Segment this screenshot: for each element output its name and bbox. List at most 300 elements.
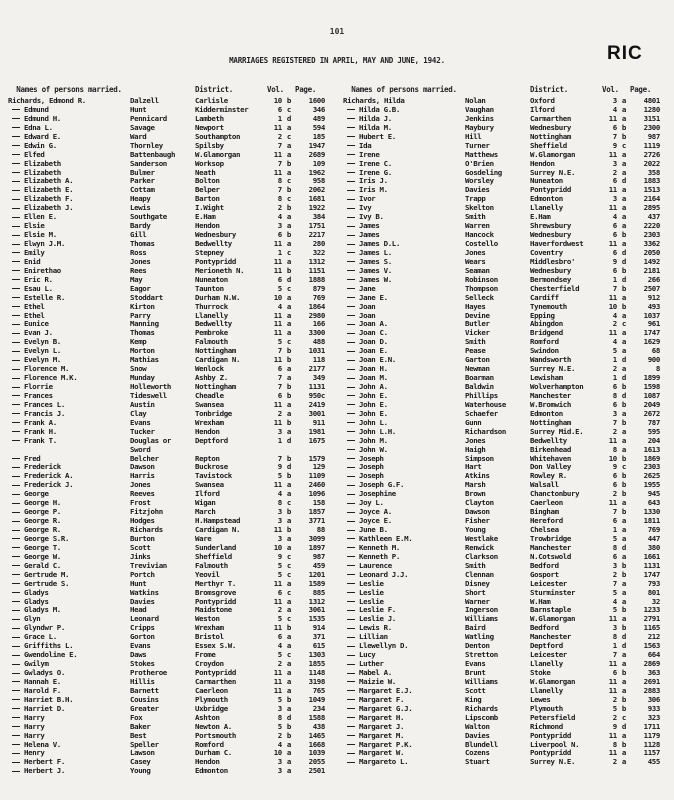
entry-page: 1096 xyxy=(308,489,325,499)
entry-page: 166 xyxy=(312,319,325,329)
entry-volume-part: a xyxy=(286,578,291,588)
entry-volume-number: 9 xyxy=(612,256,617,266)
entry-page: 1151 xyxy=(308,265,325,275)
register-entry xyxy=(343,221,673,230)
entry-name xyxy=(8,534,130,543)
register-entry xyxy=(8,275,338,284)
entry-district: Manchester xyxy=(530,390,571,400)
entry-volume-part: a xyxy=(621,203,626,213)
entry-name xyxy=(343,284,465,293)
entry-page: 118 xyxy=(312,355,325,365)
entry-name xyxy=(343,677,465,686)
entry-volume-part: b xyxy=(286,265,291,275)
ditto-dash-icon xyxy=(347,619,355,620)
entry-district: Nottingham xyxy=(530,417,571,427)
entry-page: 1312 xyxy=(308,256,325,266)
register-entry xyxy=(8,96,338,105)
entry-district: Carmarthen xyxy=(530,113,571,123)
entry-volume-number: 5 xyxy=(277,560,282,570)
entry-district: Portsmouth xyxy=(195,730,236,740)
entry-spouse-surname: Frost xyxy=(130,498,151,508)
entry-given-name: Joseph xyxy=(359,471,384,481)
entry-volume-part: c xyxy=(621,462,626,472)
entry-page: 911 xyxy=(312,417,325,427)
entry-page: 212 xyxy=(647,632,660,642)
entry-volume-number: 11 xyxy=(273,167,282,177)
entry-district: Swindon xyxy=(530,346,559,356)
entry-volume-part: a xyxy=(621,113,626,123)
entry-district: Leicester xyxy=(530,650,567,660)
entry-volume-number: 6 xyxy=(612,265,617,275)
entry-volume xyxy=(267,185,295,194)
ditto-dash-icon xyxy=(12,556,20,557)
entry-name xyxy=(8,168,130,177)
register-entry xyxy=(8,471,338,480)
entry-page: 2507 xyxy=(643,283,660,293)
ditto-dash-icon xyxy=(12,565,20,566)
entry-district: I.Wight xyxy=(195,203,224,213)
entry-page: 787 xyxy=(647,417,660,427)
entry-district: Plymouth xyxy=(195,694,228,704)
entry-spouse-surname: Bulmer xyxy=(130,167,155,177)
entry-district: Yeovil xyxy=(195,569,220,579)
ditto-dash-icon xyxy=(347,413,355,414)
ditto-dash-icon xyxy=(347,235,355,236)
entry-given-name: Frances L. xyxy=(24,399,65,409)
entry-volume-number: 11 xyxy=(608,659,617,669)
entry-page: 185 xyxy=(312,131,325,141)
entry-spouse-surname: Renwick xyxy=(465,542,494,552)
entry-page: 2022 xyxy=(643,158,660,168)
entry-given-name: Florence M. xyxy=(24,364,70,374)
entry-given-name: Enid xyxy=(24,256,41,266)
register-entry xyxy=(8,212,338,221)
register-entry xyxy=(343,141,673,150)
register-entry xyxy=(343,114,673,123)
entry-page: 1864 xyxy=(308,301,325,311)
entry-given-name: Joan D. xyxy=(359,337,388,347)
ditto-dash-icon xyxy=(12,681,20,682)
entry-given-name: Gladys xyxy=(24,587,49,597)
entry-spouse-surname: Maybury xyxy=(465,122,494,132)
register-entry xyxy=(343,570,673,579)
entry-name xyxy=(343,364,465,373)
entry-volume xyxy=(267,159,295,168)
entry-given-name: Frederick xyxy=(24,462,61,472)
ditto-dash-icon xyxy=(12,360,20,361)
entry-volume-number: 3 xyxy=(612,96,617,105)
entry-page: 958 xyxy=(312,176,325,186)
entry-name xyxy=(8,302,130,311)
entry-district: Chesterfield xyxy=(530,283,580,293)
entry-volume xyxy=(267,507,295,516)
entry-volume-part: a xyxy=(621,516,626,526)
entry-page: 349 xyxy=(312,373,325,383)
entry-page: 1201 xyxy=(308,569,325,579)
entry-volume xyxy=(267,176,295,185)
entry-district: Southampton xyxy=(195,131,241,141)
column-header xyxy=(343,84,673,96)
entry-volume-part: a xyxy=(621,596,626,606)
entry-page: 664 xyxy=(647,650,660,660)
entry-volume xyxy=(267,337,295,346)
entry-volume xyxy=(602,203,630,212)
register-entry xyxy=(343,641,673,650)
entry-district: Caerleon xyxy=(195,685,228,695)
entry-volume-number: 7 xyxy=(612,650,617,660)
entry-name xyxy=(343,489,465,498)
entry-district: Hereford xyxy=(530,516,563,526)
entry-name xyxy=(343,221,465,230)
entry-volume-number: 5 xyxy=(612,605,617,615)
entry-volume-part: d xyxy=(621,542,626,552)
entry-district: Durham C. xyxy=(195,748,232,758)
ditto-dash-icon xyxy=(347,753,355,754)
entry-volume-part: a xyxy=(621,614,626,624)
entry-name xyxy=(8,418,130,427)
entry-given-name: Kathleen E.M. xyxy=(359,533,413,543)
entry-name xyxy=(8,400,130,409)
register-entry xyxy=(343,337,673,346)
entry-volume xyxy=(267,489,295,498)
entry-page: 3300 xyxy=(308,328,325,338)
entry-name xyxy=(8,311,130,320)
entry-page: 900 xyxy=(647,355,660,365)
entry-spouse-surname: Hunt xyxy=(130,578,147,588)
entry-volume-part: a xyxy=(286,292,291,302)
entry-volume-number: 6 xyxy=(277,104,282,114)
entry-volume-part: a xyxy=(286,676,291,686)
entry-spouse-surname: Holleworth xyxy=(130,382,171,391)
entry-spouse-surname: Butler xyxy=(465,319,490,329)
entry-given-name: Edna L. xyxy=(24,122,53,132)
entry-given-name: Margaret G.J. xyxy=(359,703,413,713)
entry-page: 1165 xyxy=(643,623,660,633)
entry-name xyxy=(8,713,130,722)
entry-name xyxy=(8,570,130,579)
entry-district: Bristol xyxy=(195,632,224,642)
entry-name xyxy=(343,543,465,552)
entry-page: 3198 xyxy=(308,676,325,686)
entry-name xyxy=(343,418,465,427)
entry-volume-number: 7 xyxy=(277,185,282,195)
ditto-dash-icon xyxy=(12,547,20,548)
register-entry xyxy=(8,695,338,704)
entry-volume-part: a xyxy=(621,292,626,302)
ditto-dash-icon xyxy=(347,127,355,128)
entry-district: Kidderminster xyxy=(195,104,249,114)
entry-district: Edmonton xyxy=(195,766,228,776)
entry-volume xyxy=(267,588,295,597)
ditto-dash-icon xyxy=(347,324,355,325)
entry-spouse-surname: Boarman xyxy=(465,373,494,383)
entry-volume-part: a xyxy=(286,605,291,615)
entry-name xyxy=(343,176,465,185)
entry-page: 1711 xyxy=(643,721,660,731)
entry-volume xyxy=(602,623,630,632)
entry-list xyxy=(8,96,338,775)
entry-volume-part: b xyxy=(286,382,291,391)
entry-volume xyxy=(267,203,295,212)
ditto-dash-icon xyxy=(12,673,20,674)
entry-given-name: Irene C. xyxy=(359,158,392,168)
entry-name xyxy=(343,355,465,364)
entry-given-name: John L. xyxy=(359,417,388,427)
ditto-dash-icon xyxy=(12,109,20,110)
entry-name xyxy=(8,284,130,293)
entry-name xyxy=(8,704,130,713)
register-entry xyxy=(343,203,673,212)
register-entry xyxy=(8,543,338,552)
entry-volume xyxy=(602,150,630,159)
ditto-dash-icon xyxy=(12,208,20,209)
entry-volume-part: d xyxy=(286,435,291,445)
entry-volume-part: a xyxy=(286,301,291,311)
register-entry xyxy=(8,319,338,328)
entry-surname: Richards, xyxy=(343,96,384,105)
entry-volume-part: a xyxy=(621,408,626,418)
register-entry xyxy=(8,704,338,713)
entry-volume xyxy=(602,597,630,606)
entry-given-name: Margaret J. xyxy=(359,721,405,731)
entry-volume-number: 11 xyxy=(608,730,617,740)
entry-district: Whitehaven xyxy=(530,453,571,463)
entry-district: Middlesbro' xyxy=(530,256,576,266)
entry-volume xyxy=(602,516,630,525)
entry-volume-number: 11 xyxy=(273,256,282,266)
entry-volume-number: 4 xyxy=(277,739,282,749)
entry-district: Surrey N.E. xyxy=(530,364,576,374)
ditto-dash-icon xyxy=(347,163,355,164)
entry-spouse-surname: Davies xyxy=(465,185,490,195)
entry-name xyxy=(343,597,465,606)
entry-spouse-surname: Phillips xyxy=(465,390,498,400)
entry-spouse-surname: Clarkson xyxy=(465,551,498,561)
entry-page: 3001 xyxy=(308,408,325,418)
entry-spouse-surname: Evans xyxy=(130,641,151,651)
entry-name xyxy=(343,668,465,677)
ditto-dash-icon xyxy=(347,360,355,361)
entry-volume xyxy=(602,382,630,391)
register-entry xyxy=(343,185,673,194)
register-entry xyxy=(8,132,338,141)
entry-surname: Richards, xyxy=(8,96,49,105)
entry-volume-number: 4 xyxy=(612,310,617,320)
register-entry xyxy=(343,632,673,641)
entry-spouse-surname: Evans xyxy=(130,417,151,427)
entry-district: Edmonton xyxy=(530,408,563,418)
entry-volume-number: 6 xyxy=(612,382,617,391)
entry-list xyxy=(343,96,673,766)
entry-district: Caerleon xyxy=(530,498,563,508)
register-entry xyxy=(8,686,338,695)
entry-volume-number: 11 xyxy=(273,328,282,338)
entry-given-name: Irene xyxy=(359,149,380,159)
entry-page: 493 xyxy=(647,301,660,311)
entry-volume-part: a xyxy=(621,212,626,222)
register-entry xyxy=(343,275,673,284)
ditto-dash-icon xyxy=(12,422,20,423)
entry-spouse-surname: Schaefer xyxy=(465,408,498,418)
ditto-dash-icon xyxy=(12,512,20,513)
entry-given-name: June B. xyxy=(359,525,388,534)
ditto-dash-icon xyxy=(347,145,355,146)
entry-district: Wandsworth xyxy=(530,355,571,365)
entry-given-name: George H. xyxy=(24,498,61,508)
entry-volume-number: 11 xyxy=(608,435,617,445)
entry-volume-number: 5 xyxy=(277,337,282,347)
entry-name xyxy=(343,507,465,516)
entry-volume xyxy=(602,319,630,328)
entry-volume-part: a xyxy=(621,650,626,660)
entry-volume-number: 3 xyxy=(277,703,282,713)
entry-name xyxy=(343,579,465,588)
entry-district: Liverpool N. xyxy=(530,739,580,749)
ditto-dash-icon xyxy=(347,261,355,262)
entry-spouse-surname: Thornley xyxy=(130,140,163,150)
entry-volume xyxy=(602,686,630,695)
ditto-dash-icon xyxy=(347,681,355,682)
entry-name xyxy=(343,516,465,525)
register-entry xyxy=(8,418,338,427)
entry-given-name: Joseph xyxy=(359,462,384,472)
entry-volume xyxy=(267,284,295,293)
entry-volume-number: 2 xyxy=(612,757,617,767)
entry-spouse-surname: Kirton xyxy=(130,301,155,311)
entry-page: 1109 xyxy=(308,471,325,481)
entry-given-name: Edmond R. xyxy=(49,96,86,105)
entry-district: Leicester xyxy=(530,578,567,588)
entry-volume xyxy=(602,641,630,650)
register-entry xyxy=(8,507,338,516)
entry-name xyxy=(8,650,130,659)
register-entry xyxy=(343,346,673,355)
entry-volume-part: a xyxy=(621,221,626,231)
entry-district: Surrey N.E. xyxy=(530,757,576,767)
entry-district: Pontypridd xyxy=(195,668,236,678)
entry-page: 8 xyxy=(655,364,660,374)
entry-page: 204 xyxy=(647,435,660,445)
entry-volume-number: 11 xyxy=(273,122,282,132)
entry-spouse-surname: Young xyxy=(465,525,486,534)
entry-district: Oxford xyxy=(530,96,555,105)
entry-spouse-surname: Hodges xyxy=(130,516,155,526)
entry-name xyxy=(343,337,465,346)
entry-given-name: Helena V. xyxy=(24,739,61,749)
entry-given-name: Jane xyxy=(359,283,376,293)
entry-volume xyxy=(602,364,630,373)
entry-volume xyxy=(602,373,630,382)
entry-volume-part: a xyxy=(286,748,291,758)
entry-district: Stoke xyxy=(530,668,551,677)
ditto-dash-icon xyxy=(12,440,20,441)
entry-spouse-surname: Gorton xyxy=(130,632,155,642)
entry-name xyxy=(8,588,130,597)
ditto-dash-icon xyxy=(12,485,20,486)
entry-page: 1589 xyxy=(308,578,325,588)
register-entry xyxy=(8,346,338,355)
header-district: District. xyxy=(530,85,568,94)
entry-volume-number: 2 xyxy=(277,730,282,740)
entry-volume-number: 2 xyxy=(612,694,617,704)
register-entry xyxy=(343,757,673,766)
ditto-dash-icon xyxy=(12,342,20,343)
entry-page: 2689 xyxy=(308,149,325,159)
entry-district: Trowbridge xyxy=(530,533,571,543)
entry-volume-number: 1 xyxy=(277,247,282,257)
entry-given-name: Elizabeth A. xyxy=(24,176,74,186)
entry-page: 1280 xyxy=(643,104,660,114)
entry-district: Birkenhead xyxy=(530,444,571,454)
entry-district: Repton xyxy=(195,453,220,463)
entry-name xyxy=(8,525,130,534)
entry-name xyxy=(8,239,130,248)
register-entry xyxy=(343,668,673,677)
register-entry xyxy=(8,293,338,302)
register-entry xyxy=(8,668,338,677)
ditto-dash-icon xyxy=(12,610,20,611)
entry-page: 129 xyxy=(312,462,325,472)
entry-spouse-surname: Stretton xyxy=(465,650,498,660)
entry-given-name: Ivy xyxy=(359,203,372,213)
entry-given-name: Leslie J. xyxy=(359,614,396,624)
register-entry xyxy=(8,525,338,534)
entry-volume-number: 11 xyxy=(273,319,282,329)
entry-volume xyxy=(602,704,630,713)
entry-volume-number: 8 xyxy=(612,739,617,749)
entry-spouse-surname: Baird xyxy=(465,623,486,633)
ditto-dash-icon xyxy=(347,378,355,379)
entry-name xyxy=(8,373,130,382)
entry-spouse-surname: Smith xyxy=(465,212,486,222)
entry-given-name: George xyxy=(24,489,49,499)
entry-page: 363 xyxy=(647,668,660,677)
entry-page: 32 xyxy=(651,596,660,606)
register-entry xyxy=(343,355,673,364)
entry-name xyxy=(343,185,465,194)
entry-given-name: Llewellyn D. xyxy=(359,641,409,651)
entry-spouse-surname: Skelton xyxy=(465,203,494,213)
entry-volume-part: a xyxy=(286,212,291,222)
register-entry xyxy=(8,579,338,588)
entry-volume-number: 4 xyxy=(277,301,282,311)
entry-spouse-surname: Short xyxy=(465,587,486,597)
entry-spouse-surname: Waterhouse xyxy=(465,399,506,409)
entry-spouse-surname: Protheroe xyxy=(130,668,167,678)
entry-page: 266 xyxy=(647,274,660,284)
entry-given-name: James xyxy=(359,221,380,231)
entry-name xyxy=(8,319,130,328)
entry-volume-part: d xyxy=(621,373,626,383)
entry-page: 1465 xyxy=(308,730,325,740)
entry-given-name: Leonard J.J. xyxy=(359,569,409,579)
ditto-dash-icon xyxy=(347,467,355,468)
ditto-dash-icon xyxy=(12,726,20,727)
ditto-dash-icon xyxy=(12,378,20,379)
entry-volume-number: 10 xyxy=(273,542,282,552)
ditto-dash-icon xyxy=(12,252,20,253)
ditto-dash-icon xyxy=(347,422,355,423)
entry-volume xyxy=(267,257,295,266)
ditto-dash-icon xyxy=(347,297,355,298)
entry-volume-number: 6 xyxy=(277,364,282,374)
register-entry xyxy=(8,141,338,150)
entry-given-name: Joyce E. xyxy=(359,516,392,526)
entry-volume-part: b xyxy=(286,203,291,213)
entry-name xyxy=(343,445,465,454)
entry-volume-part: b xyxy=(621,480,626,490)
entry-name xyxy=(8,185,130,194)
